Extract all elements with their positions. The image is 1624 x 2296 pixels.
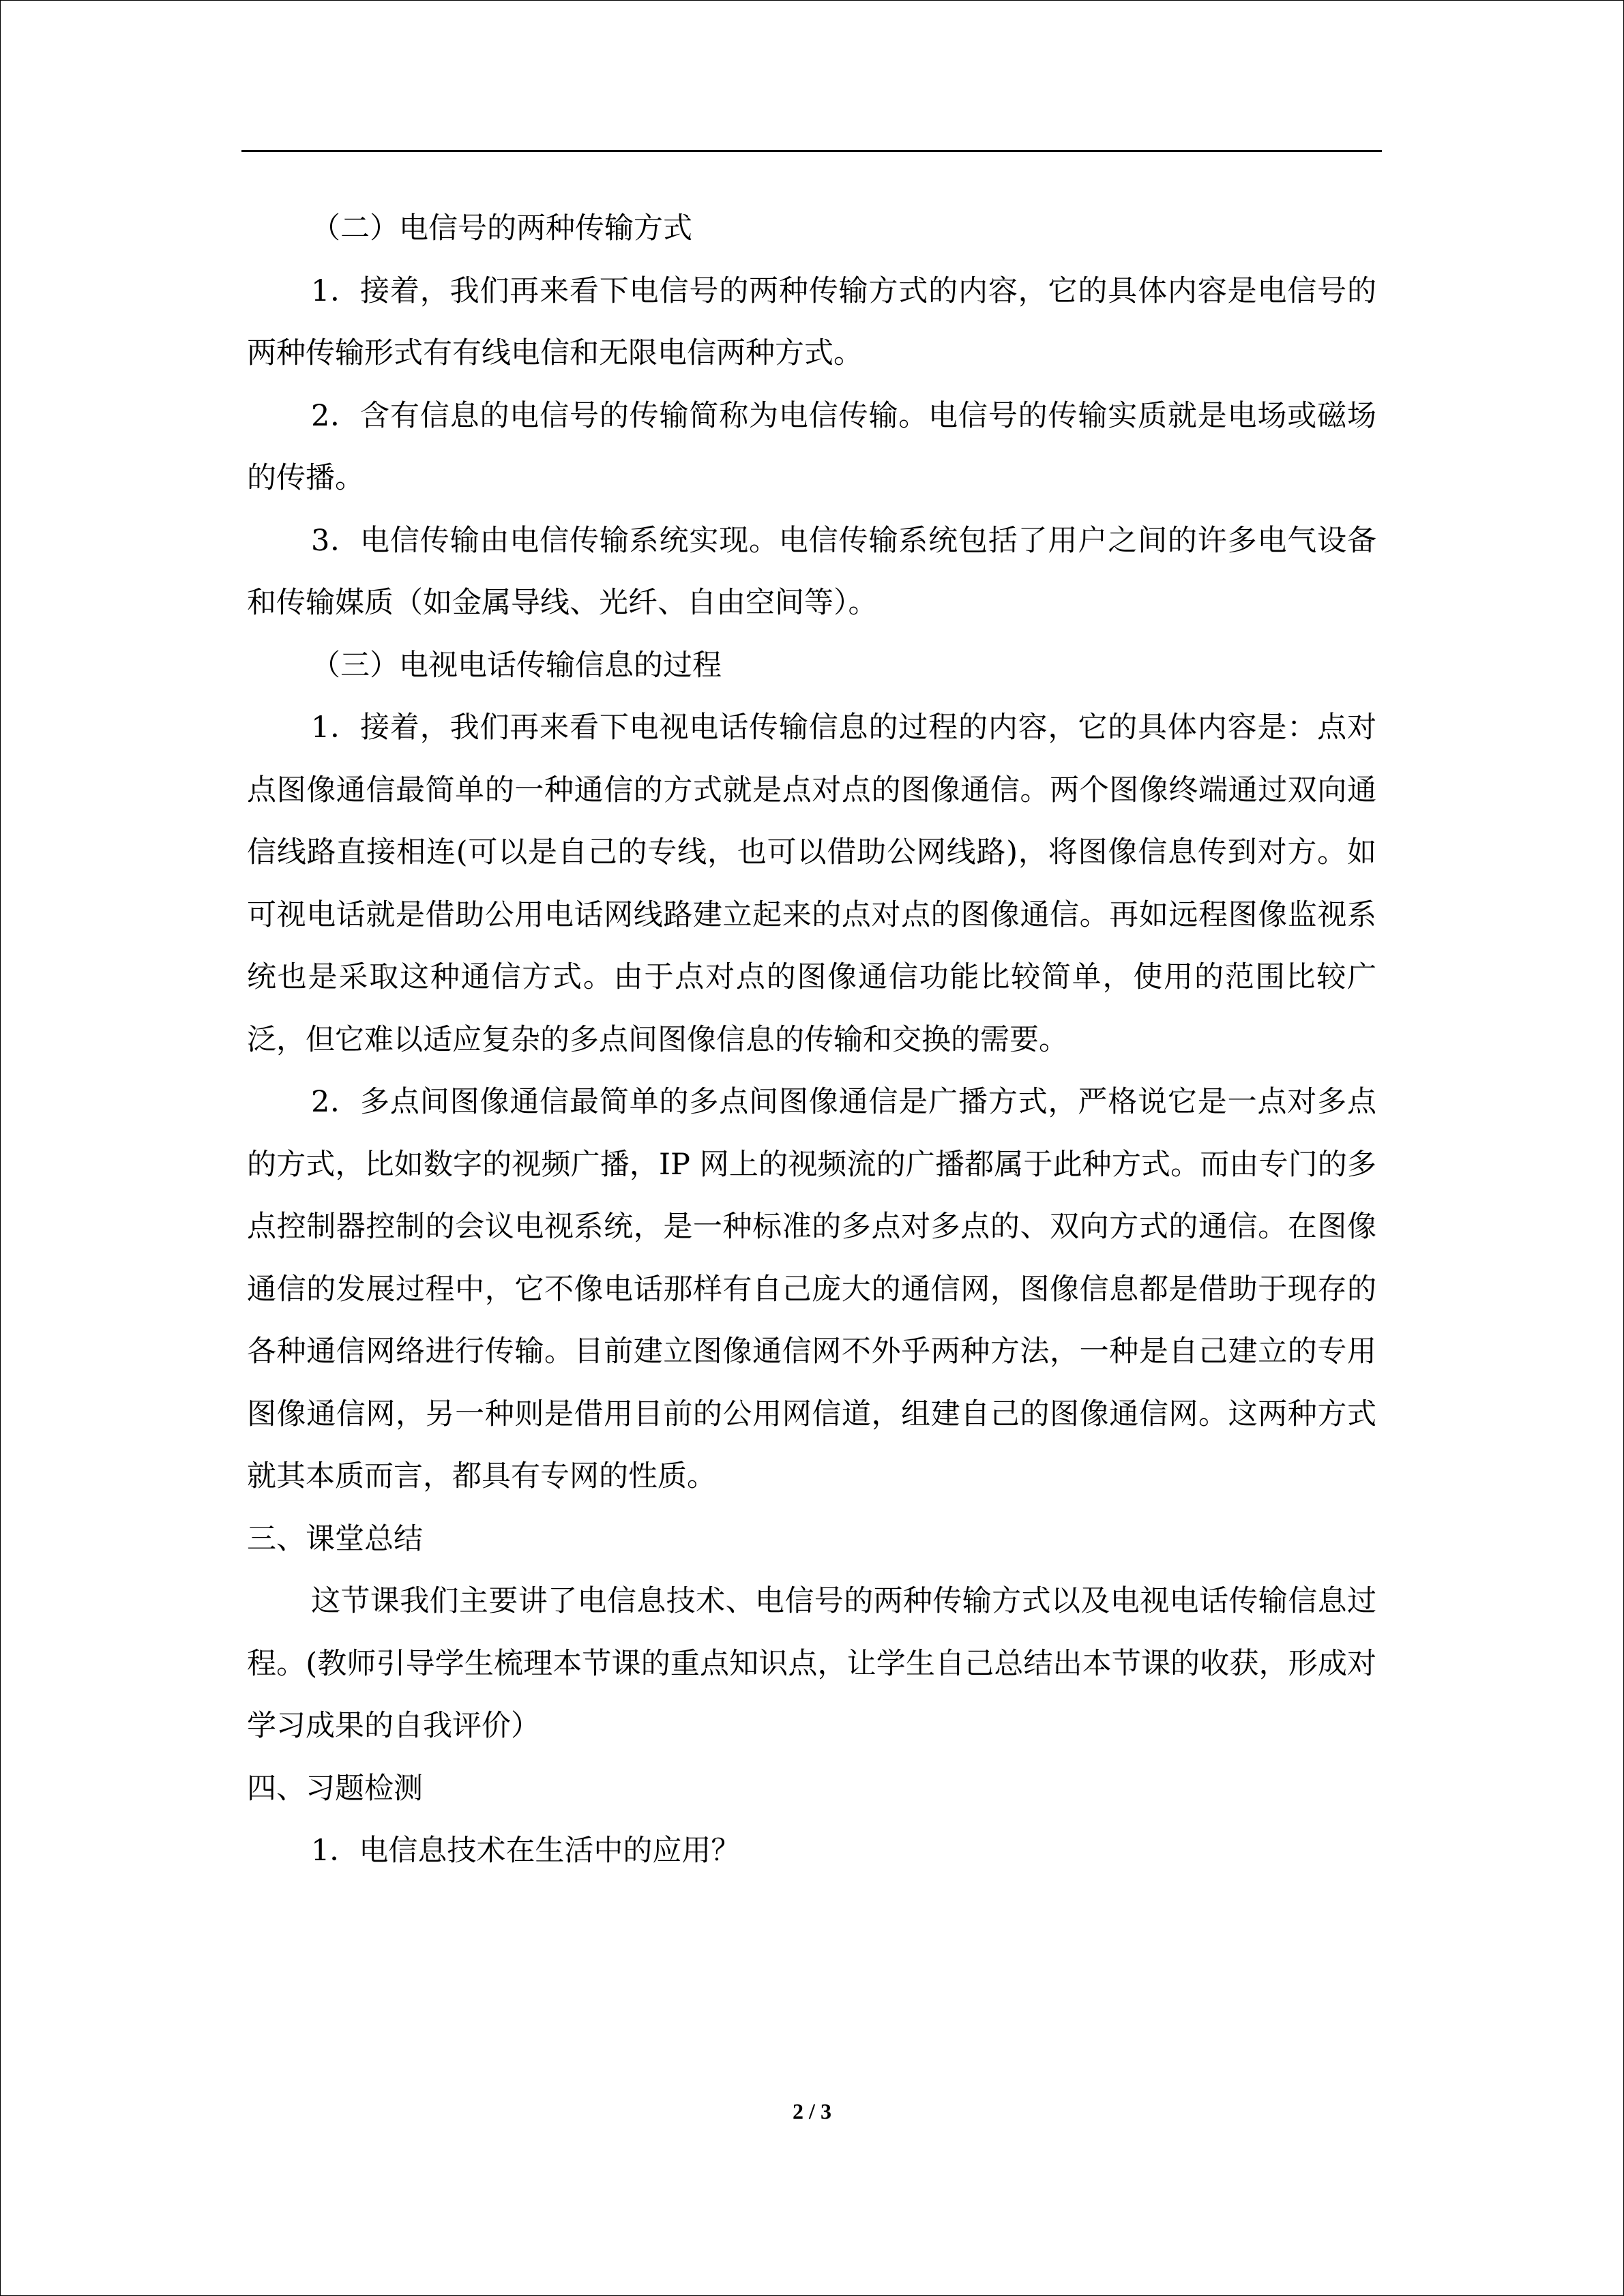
paragraph: 这节课我们主要讲了电信息技术、电信号的两种传输方式以及电视电话传输信息过程。(教师引导学生梳理本节课的重点知识点，让学生自己总结出本节课的收获，形成对学习成果的自我评价） bbox=[247, 1584, 1376, 1743]
document-body bbox=[247, 198, 1376, 1883]
heading-class-summary: 三、课堂总结 bbox=[247, 1521, 423, 1556]
section-heading-2: （二）电信号的两种传输方式 bbox=[311, 211, 692, 245]
paragraph: 1．接着，我们再来看下电视电话传输信息的过程的内容，它的具体内容是：点对点图像通信最简单的一种通信的方式就是点对点的图像通信。两个图像终端通过双向通信线路直接相连(可以是自己的专线，也可以借助公网线路)，将图像信息传到对方。如可视电话就是借助公用电话网线路建立起来的点对点的图像通信。再如远程图像监视系统也是采取这种通信方式。由于点对点的图像通信功能比较简单，使用的范围比较广泛，但它难以适应复杂的多点间图像信息的传输和交换的需要。 bbox=[247, 711, 1376, 1057]
paragraph: 2．含有信息的电信号的传输简称为电信传输。电信号的传输实质就是电场或磁场的传播。 bbox=[247, 398, 1376, 495]
paragraph: 2．多点间图像通信最简单的多点间图像通信是广播方式，严格说它是一点对多点的方式，比如数字的视频广播，IP 网上的视频流的广播都属于此种方式。而由专门的多点控制器控制的会议电视系统，是一种标准的多点对多点的、双向方式的通信。在图像通信的发展过程中，它不像电话那样有自己庞大的通信网，图像信息都是借助于现存的各种通信网络进行传输。目前建立图像通信网不外乎两种方法，一种是自己建立的专用图像通信网，另一种则是借用目前的公用网信道，组建自己的图像通信网。这两种方式就其本质而言，都具有专网的性质。 bbox=[247, 1085, 1376, 1493]
paragraph: 3．电信传输由电信传输系统实现。电信传输系统包括了用户之间的许多电气设备和传输媒质（如金属导线、光纤、自由空间等）。 bbox=[247, 523, 1376, 620]
section-heading-3: （三）电视电话传输信息的过程 bbox=[311, 648, 722, 683]
heading-exercises: 四、习题检测 bbox=[247, 1771, 423, 1806]
header-rule bbox=[241, 150, 1382, 152]
exercise-item: 1．电信息技术在生活中的应用？ bbox=[311, 1834, 741, 1868]
paragraph: 1．接着，我们再来看下电信号的两种传输方式的内容，它的具体内容是电信号的两种传输形式有有线电信和无限电信两种方式。 bbox=[247, 273, 1376, 370]
page-number: 2 / 3 bbox=[793, 2099, 831, 2123]
